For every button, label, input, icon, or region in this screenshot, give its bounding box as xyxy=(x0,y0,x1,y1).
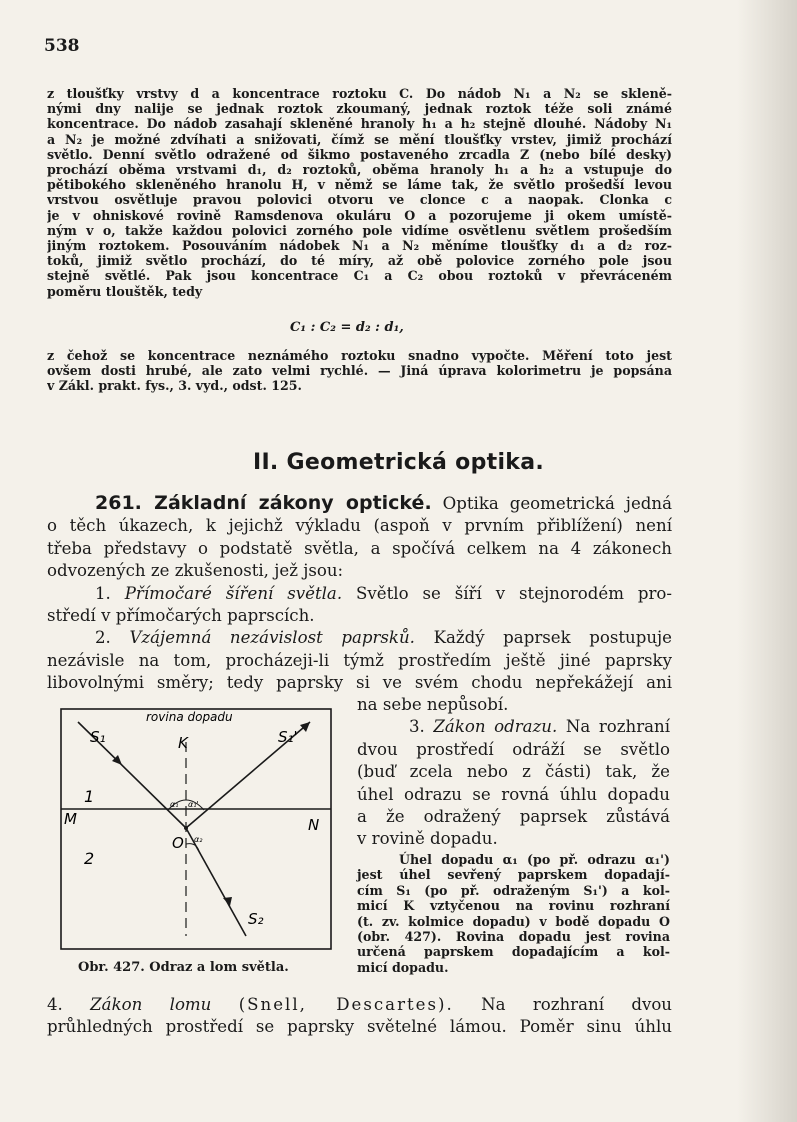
reflected-arrow xyxy=(300,722,310,732)
text-line: jest úhel sevřený paprskem dopadají- xyxy=(357,867,670,883)
top-paragraph xyxy=(47,86,672,299)
law-3-title: Zákon odrazu. xyxy=(433,717,558,737)
label-alpha1-prime: α₁' xyxy=(188,800,199,809)
text-line: průhledných prostředí se paprsky světelné lámou. Poměr sinu úhlu xyxy=(47,1017,672,1037)
label-S2: S₂ xyxy=(248,910,264,928)
page-edge-shadow xyxy=(737,0,797,1122)
text-line: (t. zv. kolmice dopadu) v bodě dopadu O xyxy=(357,913,670,929)
label-alpha2: α₂ xyxy=(194,835,203,844)
law-4-paragraph: 4. Zákon lomu (Snell, Descartes). Na rozhraní dvou průhledných prostředí se paprsky světelné lámou. Poměr sinu úhlu xyxy=(47,994,672,1039)
chapter-title: II. Geometrická optika. xyxy=(252,450,545,475)
law-3-column: na sebe nepůsobí. 3. Zákon odrazu. Na rozhraní dvou prostředí odráží se světlo (buď zcela nebo z části) tak, že úhel odrazu se rovná úhlu dopadu a že odražený paprsek zůstává v rovině dopadu. xyxy=(357,694,670,851)
text-line: prochází oběma vrstvami d₁, d₂ roztoků, oběma hranoly h₁ a h₂ a vstupuje do xyxy=(47,162,672,178)
label-plane: rovina dopadu xyxy=(146,710,233,724)
text-line: koncentrace. Do nádob zasahají skleněné hranoly h₁ a h₂ stejně dlouhé. Nádoby N₁ xyxy=(47,116,672,132)
text-line: nezávisle na tom, procházeji-li týmž prostředím ještě jiné paprsky xyxy=(47,650,672,670)
section-heading: 261. Základní zákony optické. xyxy=(95,492,432,514)
text-line: nými dny nalije se jednak roztok zkoumaný, jednak roztok téže soli známé xyxy=(47,101,672,117)
law-4-title: Zákon lomu xyxy=(90,995,212,1014)
text-line: poměru tlouštěk, tedy xyxy=(47,283,203,299)
text-line: toků, jimiž světlo prochází, do té míry, až obě polovice zorného pole jsou xyxy=(47,253,672,269)
page-number: 538 xyxy=(44,36,80,56)
angle-arc-refraction xyxy=(186,844,199,851)
after-formula-paragraph xyxy=(47,348,672,394)
text-line: (obr. 427). Rovina dopadu jest rovina xyxy=(357,929,670,945)
label-N: N xyxy=(308,816,320,834)
text-line: v rovině dopadu. xyxy=(357,829,498,849)
law-4-names: (Snell, Descartes). xyxy=(238,995,454,1014)
label-S1-prime: S₁' xyxy=(278,728,298,746)
label-alpha1: α₁ xyxy=(170,800,179,809)
text-line: cím S₁ (po př. odraženým S₁') a kol- xyxy=(357,882,670,898)
text-line: a N₂ je možné zdvíhati a snižovati, čímž se mění tloušťky vrstev, jimiž prochází xyxy=(47,131,672,147)
text-line: dvou prostředí odráží se světlo xyxy=(357,739,670,759)
text-line: z čehož se koncentrace neznámého roztoku snadno vypočte. Měření toto jest xyxy=(47,348,672,363)
figure-caption: Obr. 427. Odraz a lom světla. xyxy=(78,960,289,975)
text-line: o těch úkazech, k jejichž výkladu (aspoň v prvním přiblížení) není xyxy=(47,516,672,536)
text-line: z tloušťky vrstvy d a koncentrace roztoku C. Do nádob N₁ a N₂ se skleně- xyxy=(47,86,672,101)
text-line: a že odražený paprsek zůstává xyxy=(357,807,670,827)
text-line: pětibokého skleněného hranolu H, v němž se láme tak, že světlo prošedší levou xyxy=(47,177,672,193)
text-line: úhel odrazu se rovná úhlu dopadu xyxy=(357,784,670,804)
refracted-ray xyxy=(186,828,246,936)
text-line: středí v přímočarých paprscích. xyxy=(47,606,315,626)
label-M: M xyxy=(64,810,77,828)
label-S1: S₁ xyxy=(90,728,106,746)
label-O: O xyxy=(172,834,184,852)
text-line: (buď zcela nebo z části) tak, že xyxy=(357,762,670,782)
formula: C₁ : C₂ = d₂ : d₁, xyxy=(290,320,404,335)
text-line: na sebe nepůsobí. xyxy=(357,695,509,714)
refracted-arrow xyxy=(223,897,232,906)
label-medium-2: 2 xyxy=(84,849,95,868)
text-line: odvozených ze zkušenosti, jež jsou: xyxy=(47,561,344,581)
text-line: ným v o, takže každou polovici zorného pole vidíme osvětlenu světlem prošedším xyxy=(47,222,672,238)
text-line: určená paprskem dopadajícím a kol- xyxy=(357,944,670,960)
text-line: Na rozhraní xyxy=(565,717,671,737)
label-K: K xyxy=(178,734,188,752)
note-paragraph xyxy=(357,852,670,975)
text-line: světlo. Denní světlo odražené od šikmo postaveného zrcadla Z (nebo bílé desky) xyxy=(47,146,672,162)
text-line: micí K vztyčenou na rovinu rozhraní xyxy=(357,898,670,914)
text-line: Úhel dopadu α₁ (po př. odrazu α₁') xyxy=(399,852,670,867)
text-line: libovolnými směry; tedy paprsky si ve svém chodu nepřekážejí ani xyxy=(47,673,672,693)
text-line: je v ohniskové rovině Ramsdenova okuláru O a pozorujeme ji okem umístě- xyxy=(47,207,672,223)
text-line: Světlo se šíří v stejnorodém pro- xyxy=(356,583,673,603)
text-line: vrstvou osvětluje pravou polovici otvoru ve clonce c a naopak. Clonka c xyxy=(47,192,672,208)
reflection-refraction-figure xyxy=(60,708,332,950)
text-line: třeba představy o podstatě světla, a spočívá celkem na 4 zákonech xyxy=(47,538,672,558)
text-line: Každý paprsek postupuje xyxy=(433,628,673,648)
text-line: Na rozhraní dvou xyxy=(481,995,672,1014)
text-line: stejně světlé. Pak jsou koncentrace C₁ a C₂ obou roztoků v převráceném xyxy=(47,268,672,284)
point-O xyxy=(184,826,188,830)
text-line: micí dopadu. xyxy=(357,959,449,975)
law-1-title: Přímočaré šíření světla. xyxy=(124,583,343,603)
text-line: jiným roztokem. Posouváním nádobek N₁ a N₂ měníme tloušťky d₁ a d₂ roz- xyxy=(47,238,672,254)
section-intro: 261. Základní zákony optické. Optika geometrická jedná o těch úkazech, k jejichž výkladu (aspoň v prvním přiblížení) není třeba představy o podstatě světla, a spočívá celkem na 4 zákonech odvozených ze zkušenosti, jež jsou: 1. Přímočaré šíření světla. Světlo se šíří v stejnorodém pro- středí v přímočarých paprscích. 2. Vzájemná nezávislost paprsků. Každý paprsek postupuje nezávisle na tom, procházeji-li týmž prostředím ještě jiné paprsky libovolnými směry; tedy paprsky si ve svém chodu nepřekážejí ani xyxy=(47,492,672,695)
text-line: Optika geometrická jedná xyxy=(442,494,672,513)
label-medium-1: 1 xyxy=(84,787,95,806)
law-2-title: Vzájemná nezávislost paprsků. xyxy=(129,628,415,648)
text-line: ovšem dosti hrubé, ale zato velmi rychlé. — Jiná úprava kolorimetru je popsána xyxy=(47,363,672,379)
text-line: v Zákl. prakt. fys., 3. vyd., odst. 125. xyxy=(47,378,302,394)
